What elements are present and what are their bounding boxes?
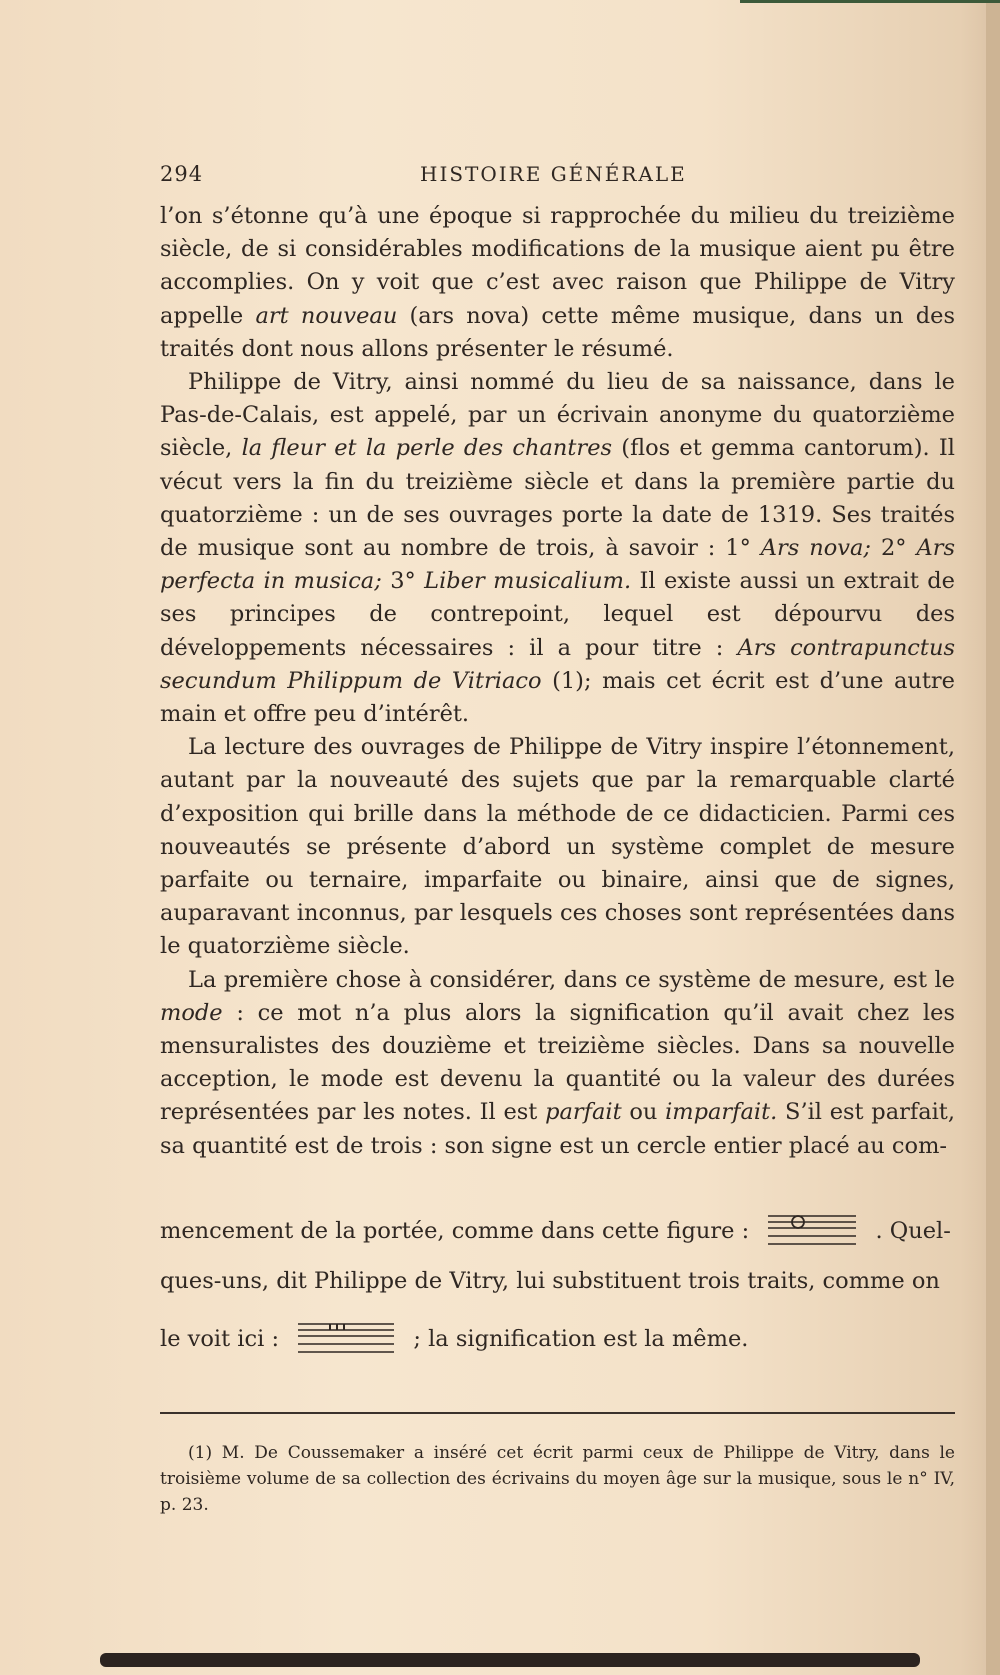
paragraph-2: Philippe de Vitry, ainsi nommé du lieu de sa naissance, dans le Pas-de-Calais, est appelé, par un écrivain anonyme du quatorzième siècle, la fleur et la perle des chantres (flos et gemma cantorum). Il vécut vers la fin du treizième siècle et dans la première partie du quatorzième : un de ses ouvrages porte la date de 1319. Ses traités de musique sont au nombre de trois, à savoir : 1° Ars nova; 2° Ars perfecta in musica; 3° Liber musicalium. Il existe aussi un extrait de ses principes de contrepoint, lequel est dépourvu des développements nécessaires : il a pour titre : Ars contrapunctus secundum Philippum de Vitriaco (1); mais cet écrit est d’une autre main et offre peu d’intérêt.: [160, 369, 956, 728]
formula-line-1: mencement de la portée, comme dans cette figure : . Quel-: [160, 1210, 960, 1254]
page-bottom-shadow: [100, 1653, 920, 1667]
paragraph-1: l’on s’étonne qu’à une époque si rapprochée du milieu du treizième siècle, de si considérables modifications de la musique aient pu être accomplies. On y voit que c’est avec raison que Philippe de Vitry appelle art nouveau (ars nova) cette même musique, dans un des traités dont nous allons présenter le résumé.: [160, 203, 955, 362]
formula-line-2: ques-uns, dit Philippe de Vitry, lui substituent trois traits, comme on: [160, 1268, 940, 1294]
footnote: (1) M. De Coussemaker a inséré cet écrit parmi ceux de Philippe de Vitry, dans le troisième volume de sa collection des écrivains du moyen âge sur la musique, sous le n° IV, p. 23.: [160, 1443, 955, 1515]
body-text: [160, 200, 955, 1163]
three-strokes-staff-figure: [296, 1318, 396, 1362]
paragraph-3: La lecture des ouvrages de Philippe de Vitry inspire l’étonnement, autant par la nouveauté des sujets que par la remarquable clarté d’exposition qui brille dans la méthode de ce didacticien. Parmi ces nouveautés se présente d’abord un système complet de mesure parfaite ou ternaire, imparfaite ou binaire, ainsi que de signes, auparavant inconnus, par lesquels ces choses sont représentées dans le quatorzième siècle.: [160, 734, 955, 960]
circle-staff-figure: [766, 1210, 858, 1254]
formula-line-3: le voit ici : ; la signification est la même.: [160, 1318, 960, 1362]
running-title: HISTOIRE GÉNÉRALE: [420, 162, 687, 186]
paragraph-4: La première chose à considérer, dans ce système de mesure, est le mode : ce mot n’a plus alors la signification qu’il avait chez les mensuralistes des douzième et treizième siècles. Dans sa nouvelle acception, le mode est devenu la quantité ou la valeur des durées représentées par les notes. Il est parfait ou imparfait. S’il est parfait, sa quantité est de trois : son signe est un cercle entier placé au com-: [160, 966, 956, 1159]
footnote-rule: [160, 1412, 955, 1414]
page-edge-shadow: [986, 0, 1000, 1675]
running-head: [160, 162, 960, 192]
page-number: 294: [160, 162, 204, 186]
page-edge-band: [740, 0, 1000, 3]
